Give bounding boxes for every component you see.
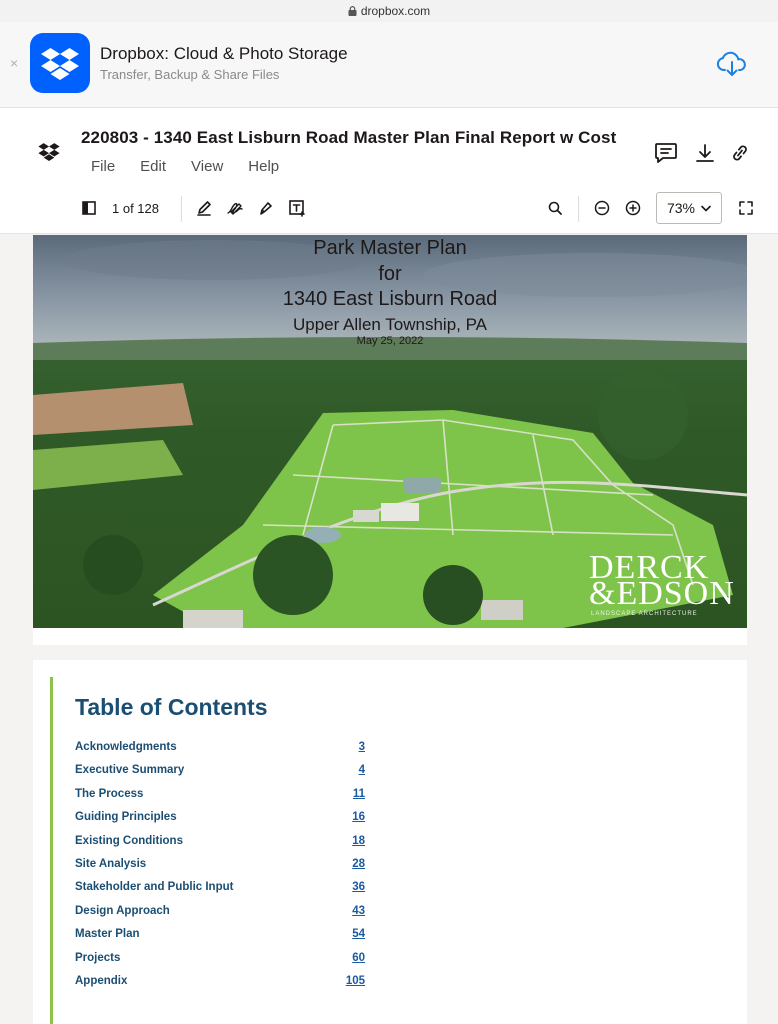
chevron-down-icon bbox=[701, 205, 711, 212]
toc-entry-label: Appendix bbox=[75, 974, 128, 987]
toc-entry bbox=[75, 741, 365, 764]
lock-icon bbox=[348, 6, 357, 16]
cover-location: Upper Allen Township, PA bbox=[292, 315, 488, 334]
menu-help[interactable]: Help bbox=[248, 158, 280, 175]
firm-logo-line: &EDSON bbox=[589, 575, 735, 612]
text-box-icon[interactable] bbox=[287, 198, 307, 218]
toc-page-link[interactable]: 18 bbox=[352, 834, 365, 847]
viewer-toolbar bbox=[0, 184, 778, 234]
firm-logo-line: DERCK bbox=[589, 549, 710, 586]
toc-entry bbox=[75, 952, 365, 975]
highlighter-icon[interactable] bbox=[256, 198, 276, 218]
toc-entry-label: Existing Conditions bbox=[75, 834, 183, 847]
app-subtitle: Transfer, Backup & Share Files bbox=[100, 67, 280, 82]
toc-entry-label: Executive Summary bbox=[75, 764, 185, 777]
toc-page-link[interactable]: 105 bbox=[345, 974, 365, 987]
link-icon[interactable] bbox=[728, 142, 752, 164]
toc-page-link[interactable]: 11 bbox=[352, 787, 365, 800]
cover-title-line: 1340 East Lisburn Road bbox=[282, 288, 498, 310]
search-icon[interactable] bbox=[545, 198, 565, 218]
fullscreen-icon[interactable] bbox=[736, 198, 756, 218]
toc-entry bbox=[75, 788, 365, 811]
dropbox-logo-icon bbox=[41, 46, 79, 80]
address-bar[interactable] bbox=[0, 0, 778, 22]
toc-entry-label: Acknowledgments bbox=[75, 741, 177, 753]
toc-entry bbox=[75, 881, 365, 904]
toc-entry bbox=[75, 764, 365, 787]
toc-page-link[interactable]: 43 bbox=[352, 904, 365, 917]
cover-date: May 25, 2022 bbox=[356, 335, 424, 347]
toc-entry-label: Guiding Principles bbox=[75, 811, 177, 824]
zoom-select[interactable] bbox=[656, 192, 722, 224]
cloud-download-icon[interactable] bbox=[716, 50, 748, 78]
app-install-banner bbox=[0, 22, 778, 108]
zoom-out-icon[interactable] bbox=[592, 198, 612, 218]
toc-page-link[interactable]: 54 bbox=[352, 928, 365, 941]
document-header bbox=[0, 108, 778, 184]
document-title: 220803 - 1340 East Lisburn Road Master Plan Final Report w Cost bbox=[81, 128, 617, 147]
toc-page-link[interactable]: 36 bbox=[352, 881, 365, 894]
dropbox-app-icon[interactable] bbox=[30, 33, 90, 93]
toc-entry bbox=[75, 835, 365, 858]
toc-entry-label: Design Approach bbox=[75, 904, 170, 917]
toc-list bbox=[75, 741, 365, 998]
menu-edit[interactable]: Edit bbox=[140, 158, 167, 175]
firm-logo bbox=[589, 549, 735, 612]
toc-entry-label: Projects bbox=[75, 951, 121, 964]
cover-title-line: Park Master Plan bbox=[313, 237, 467, 259]
app-name: Dropbox: Cloud & Photo Storage bbox=[100, 44, 348, 63]
toc-page-link[interactable]: 28 bbox=[352, 857, 365, 870]
toc-page-link[interactable]: 4 bbox=[358, 764, 365, 777]
toc-entry-label: The Process bbox=[75, 787, 144, 800]
close-icon[interactable]: × bbox=[10, 55, 19, 71]
toc-entry bbox=[75, 811, 365, 834]
toc-heading: Table of Contents bbox=[75, 694, 268, 720]
pdf-page-cover bbox=[33, 235, 747, 645]
url-text: dropbox.com bbox=[360, 4, 431, 18]
comment-icon[interactable] bbox=[654, 142, 678, 164]
toc-entry bbox=[75, 905, 365, 928]
menu-file[interactable]: File bbox=[91, 158, 116, 175]
dropbox-logo-icon[interactable] bbox=[38, 142, 60, 161]
firm-tagline: LANDSCAPE ARCHITECTURE bbox=[591, 611, 698, 617]
signature-icon[interactable] bbox=[225, 198, 245, 218]
sidebar-toggle-icon[interactable] bbox=[79, 198, 99, 218]
accent-rule bbox=[50, 677, 53, 1024]
toc-page-link[interactable]: 60 bbox=[352, 951, 365, 964]
toc-page-link[interactable]: 16 bbox=[352, 811, 365, 824]
pdf-page-toc bbox=[33, 660, 747, 1024]
divider bbox=[578, 196, 579, 222]
cover-title-line: for bbox=[378, 263, 402, 285]
toc-entry-label: Master Plan bbox=[75, 928, 140, 941]
toc-entry bbox=[75, 975, 365, 998]
page-count: 1 of 128 bbox=[112, 201, 159, 216]
pencil-icon[interactable] bbox=[194, 198, 214, 218]
zoom-value: 73% bbox=[666, 200, 696, 216]
menu-view[interactable]: View bbox=[191, 158, 224, 175]
download-icon[interactable] bbox=[693, 142, 717, 164]
divider bbox=[181, 196, 182, 222]
zoom-in-icon[interactable] bbox=[623, 198, 643, 218]
menu-bar bbox=[91, 158, 304, 175]
toc-entry-label: Site Analysis bbox=[75, 857, 147, 870]
toc-page-link[interactable]: 3 bbox=[358, 741, 365, 753]
toc-entry-label: Stakeholder and Public Input bbox=[75, 881, 234, 894]
toc-entry bbox=[75, 858, 365, 881]
toc-entry bbox=[75, 928, 365, 951]
